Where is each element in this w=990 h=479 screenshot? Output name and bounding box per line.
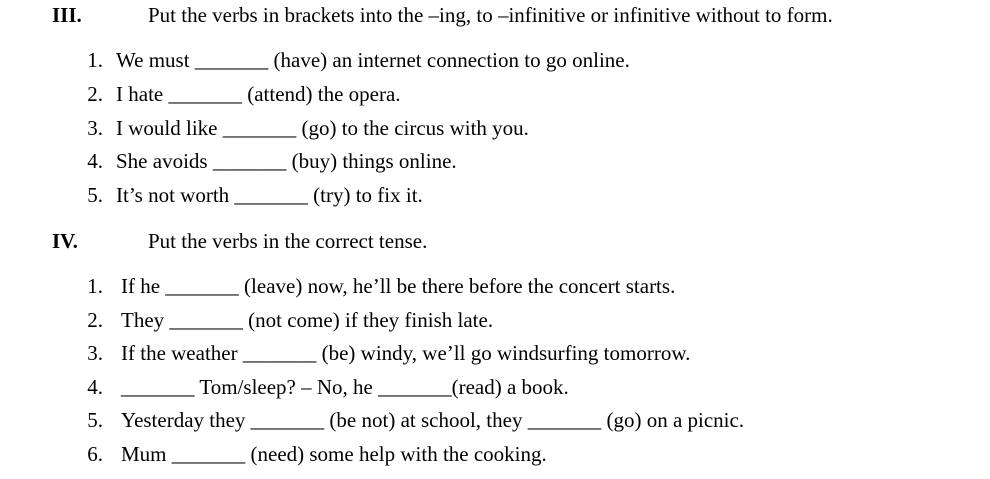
item-number: 6. xyxy=(87,442,103,466)
item-text: _______ Tom/sleep? – No, he _______(read) a book. xyxy=(121,375,569,399)
section-4-header xyxy=(52,229,428,254)
item-number: 5. xyxy=(87,408,103,432)
section-3-number: III. xyxy=(52,3,82,27)
section-3-header xyxy=(52,3,833,28)
item-number: 1. xyxy=(87,48,103,72)
item-number: 2. xyxy=(87,82,103,106)
item-number: 5. xyxy=(87,183,103,207)
item-text: Mum _______ (need) some help with the cooking. xyxy=(121,442,547,466)
item-number: 4. xyxy=(87,149,103,173)
item-text: Yesterday they _______ (be not) at school, they _______ (go) on a picnic. xyxy=(121,408,745,432)
item-text: I would like _______ (go) to the circus with you. xyxy=(116,116,529,140)
item-text: If he _______ (leave) now, he’ll be there before the concert starts. xyxy=(121,274,676,298)
item-number: 2. xyxy=(87,308,103,332)
item-text: She avoids _______ (buy) things online. xyxy=(116,149,457,173)
item-number: 1. xyxy=(87,274,103,298)
item-number: 3. xyxy=(87,116,103,140)
item-number: 4. xyxy=(87,375,103,399)
item-number: 3. xyxy=(87,341,103,365)
item-text: I hate _______ (attend) the opera. xyxy=(116,82,401,106)
item-text: It’s not worth _______ (try) to fix it. xyxy=(116,183,423,207)
section-3-title: Put the verbs in brackets into the –ing, to –infinitive or infinitive without to form. xyxy=(148,3,833,27)
section-4-title: Put the verbs in the correct tense. xyxy=(148,229,428,253)
item-text: We must _______ (have) an internet connection to go online. xyxy=(116,48,630,72)
section-4-number: IV. xyxy=(52,229,78,253)
item-text: They _______ (not come) if they finish late. xyxy=(121,308,494,332)
item-text: If the weather _______ (be) windy, we’ll go windsurfing tomorrow. xyxy=(121,341,691,365)
